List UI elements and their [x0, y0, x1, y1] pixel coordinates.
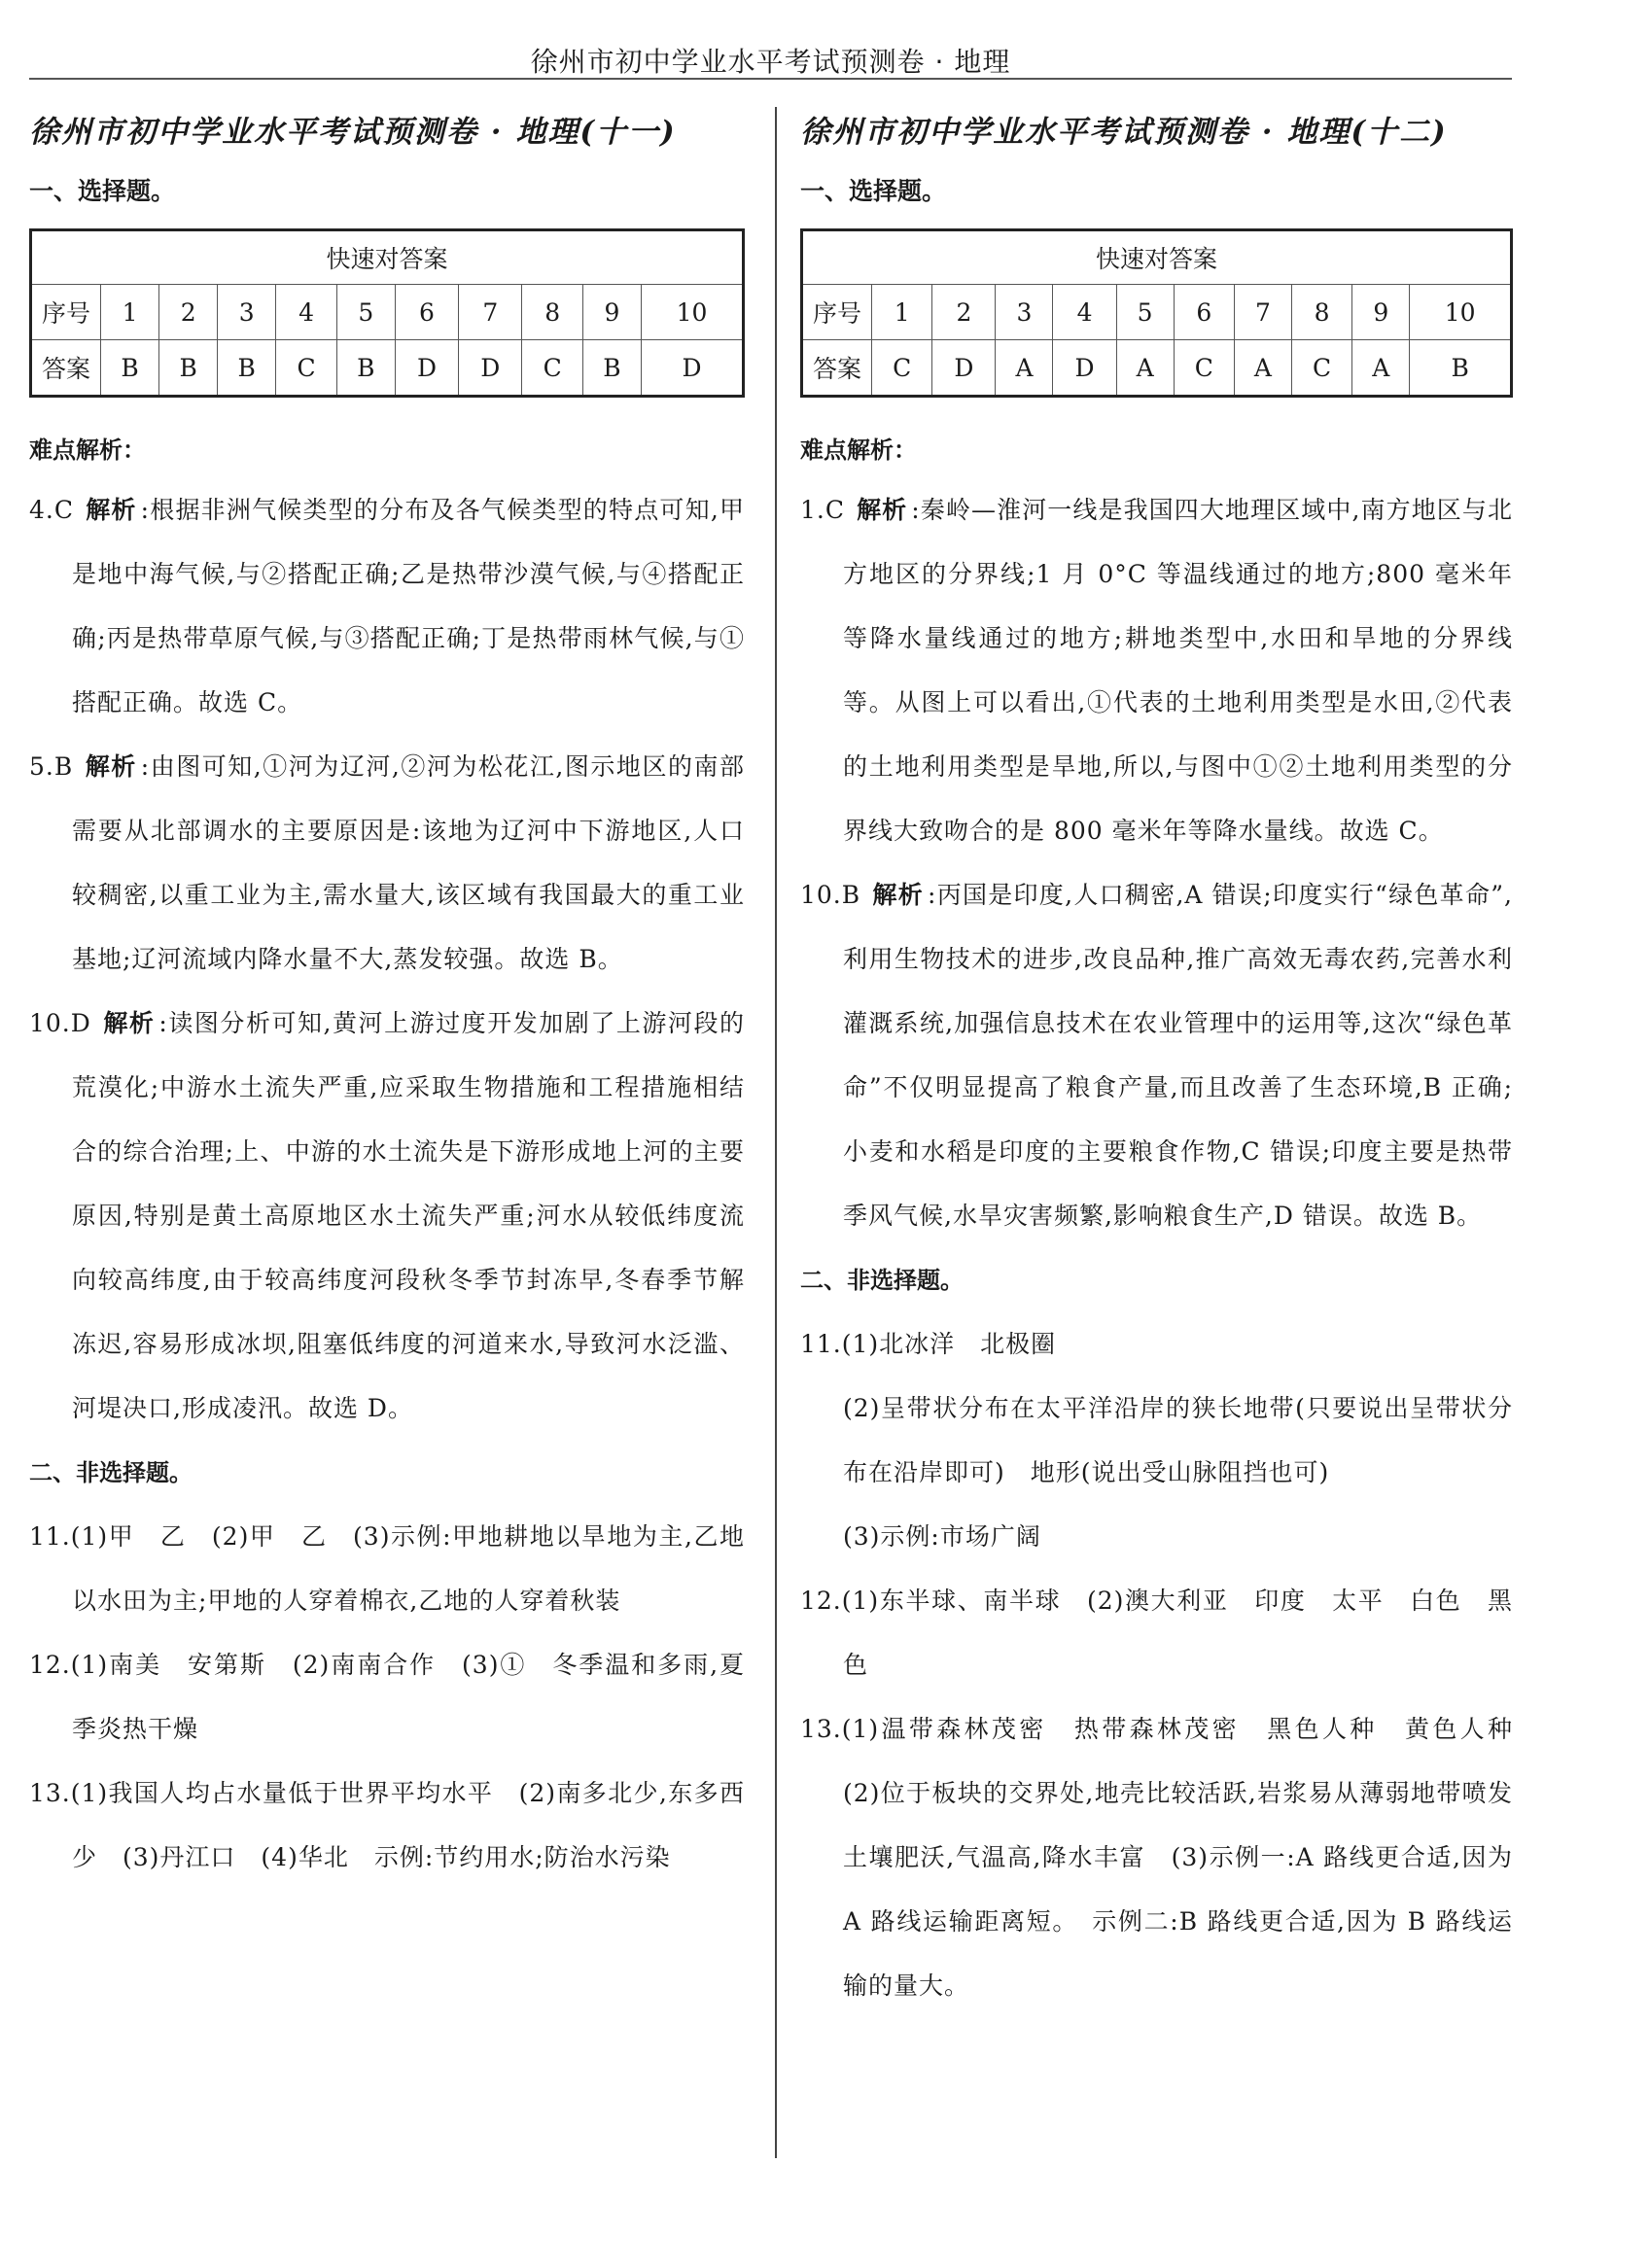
- table-cell: 2: [159, 285, 218, 340]
- section-nonchoice-heading: 二、非选择题。: [800, 1267, 964, 1294]
- answer-table: [800, 228, 1513, 398]
- item-text: (1)北冰洋 北极圈: [841, 1330, 1057, 1358]
- item-number: 10.B: [800, 881, 861, 909]
- item-number: 13.: [29, 1779, 71, 1807]
- item-number: 4.C: [29, 496, 74, 524]
- table-cell: A: [996, 340, 1053, 397]
- item-text: :读图分析可知,黄河上游过度开发加剧了上游河段的荒漠化;中游水土流失严重,应采取生物措施和工程措施相结合的综合治理;上、中游的水土流失是下游形成地上河的主要原因,特别是黄土高原地区水土流失严重;河水从较低纬度流向较高纬度,由于较高纬度河段秋冬季节封冻早,冬春季节解冻迟,容易形成冰坝,阻塞低纬度的河道来水,导致河水泛滥、河堤决口,形成凌汛。故选 D。: [72, 1009, 745, 1422]
- item-keyword: 解析: [872, 881, 924, 909]
- table-caption: 快速对答案: [31, 230, 744, 285]
- analysis-item: [29, 478, 745, 735]
- table-cell: 4: [276, 285, 336, 340]
- item-keyword: 解析: [102, 1009, 156, 1037]
- table-cell: D: [641, 340, 743, 397]
- item-text: (1)甲 乙 (2)甲 乙 (3)示例:甲地耕地以旱地为主,乙地以水田为主;甲地的人穿着棉衣,乙地的人穿着秋装: [70, 1522, 745, 1615]
- table-cell: B: [582, 340, 641, 397]
- table-cell: 6: [395, 285, 458, 340]
- table-cell: 8: [1291, 285, 1351, 340]
- table-cell: 7: [1234, 285, 1291, 340]
- table-cell: 9: [1352, 285, 1410, 340]
- table-cell: C: [1174, 340, 1234, 397]
- answer-item: [29, 1633, 745, 1762]
- table-cell: B: [1410, 340, 1512, 397]
- table-cell: 9: [582, 285, 641, 340]
- page-header: 徐州市初中学业水平考试预测卷 · 地理: [530, 46, 1011, 78]
- table-cell: A: [1116, 340, 1174, 397]
- analysis-item: [29, 992, 745, 1441]
- item-number: 12.: [29, 1651, 71, 1679]
- table-cell: 10: [1410, 285, 1512, 340]
- table-cell: 4: [1053, 285, 1116, 340]
- item-text: (1)东半球、南半球 (2)澳大利亚 印度 太平 白色 黑色: [841, 1587, 1513, 1679]
- table-cell: 3: [996, 285, 1053, 340]
- section-nonchoice-heading: 二、非选择题。: [29, 1459, 193, 1486]
- table-row-numbers: [802, 285, 1512, 340]
- table-cell: 2: [932, 285, 996, 340]
- right-column: [800, 107, 1539, 2018]
- answer-table: [29, 228, 745, 398]
- row-label: 序号: [802, 285, 872, 340]
- item-number: 11.: [800, 1330, 842, 1358]
- table-row-numbers: [31, 285, 744, 340]
- item-number: 1.C: [800, 496, 845, 524]
- table-cell: 1: [872, 285, 932, 340]
- table-cell: D: [395, 340, 458, 397]
- answer-item: [29, 1762, 745, 1890]
- table-cell: B: [159, 340, 218, 397]
- answer-item: [800, 1569, 1513, 1697]
- table-cell: B: [218, 340, 276, 397]
- item-text: (1)南美 安第斯 (2)南南合作 (3)① 冬季温和多雨,夏季炎热干燥: [70, 1651, 745, 1743]
- item-number: 12.: [800, 1587, 842, 1615]
- item-keyword: 解析: [856, 496, 908, 524]
- table-cell: 3: [218, 285, 276, 340]
- table-cell: C: [276, 340, 336, 397]
- column-divider: [775, 107, 777, 2158]
- item-text: :根据非洲气候类型的分布及各气候类型的特点可知,甲是地中海气候,与②搭配正确;乙是热带沙漠气候,与④搭配正确;丙是热带草原气候,与③搭配正确;丁是热带雨林气候,与①搭配正确。故选 C。: [72, 496, 745, 716]
- item-keyword: 解析: [85, 752, 137, 781]
- table-row-answers: [31, 340, 744, 397]
- section-choice-heading: 一、选择题。: [800, 177, 947, 205]
- analysis-item: [29, 735, 745, 992]
- item-number: 13.: [800, 1715, 842, 1743]
- table-cell: 5: [336, 285, 395, 340]
- table-cell: 7: [459, 285, 522, 340]
- item-text: :丙国是印度,人口稠密,A 错误;印度实行“绿色革命”,利用生物技术的进步,改良品种,推广高效无毒农药,完善水利灌溉系统,加强信息技术在农业管理中的运用等,这次“绿色革命”不仅明显提高了粮食产量,而且改善了生态环境,B 正确;小麦和水稻是印度的主要粮食作物,C 错误;印度主要是热带季风气候,水旱灾害频繁,影响粮食生产,D 错误。故选 B。: [843, 881, 1513, 1230]
- row-label: 答案: [802, 340, 872, 397]
- table-cell: D: [932, 340, 996, 397]
- answer-subline: (2)呈带状分布在太平洋沿岸的狭长地带(只要说出呈带状分布在沿岸即可) 地形(说出受山脉阻挡也可): [843, 1394, 1513, 1486]
- table-cell: D: [459, 340, 522, 397]
- paper-title-11: 徐州市初中学业水平考试预测卷 · 地理(十一): [29, 115, 677, 150]
- item-text: :秦岭—淮河一线是我国四大地理区域中,南方地区与北方地区的分界线;1 月 0°C 等温线通过的地方;800 毫米年等降水量线通过的地方;耕地类型中,水田和旱地的分界线等。从图上可以看出,①代表的土地利用类型是水田,②代表的土地利用类型是旱地,所以,与图中①②土地利用类型的分界线大致吻合的是 800 毫米年等降水量线。故选 C。: [843, 496, 1513, 845]
- answer-item: [29, 1505, 745, 1633]
- analysis-heading: 难点解析：: [800, 436, 917, 464]
- left-column: [29, 107, 745, 1890]
- item-text: (1)温带森林茂密 热带森林茂密 黑色人种 黄色人种 (2)位于板块的交界处,地壳比较活跃,岩浆易从薄弱地带喷发 土壤肥沃,气温高,降水丰富 (3)示例一:A 路线更合适,因为 A 路线运输距离短。 示例二:B 路线更合适,因为 B 路线运输的量大。: [841, 1715, 1539, 2000]
- row-label: 序号: [31, 285, 101, 340]
- table-cell: 1: [101, 285, 159, 340]
- item-number: 5.B: [29, 752, 74, 781]
- item-number: 10.D: [29, 1009, 91, 1037]
- table-cell: C: [872, 340, 932, 397]
- section-choice-heading: 一、选择题。: [29, 177, 176, 205]
- table-cell: 8: [522, 285, 582, 340]
- table-caption: 快速对答案: [802, 230, 1512, 285]
- analysis-item: [800, 478, 1513, 863]
- table-cell: A: [1234, 340, 1291, 397]
- row-label: 答案: [31, 340, 101, 397]
- table-row-answers: [802, 340, 1512, 397]
- table-cell: 10: [641, 285, 743, 340]
- answer-subline: (3)示例:市场广阔: [843, 1522, 1041, 1551]
- item-text: (1)我国人均占水量低于世界平均水平 (2)南多北少,东多西少 (3)丹江口 (4)华北 示例:节约用水;防治水污染: [70, 1779, 745, 1871]
- answer-item: [800, 1697, 1539, 2018]
- item-number: 11.: [29, 1522, 71, 1551]
- table-cell: A: [1352, 340, 1410, 397]
- answer-item: [800, 1312, 1513, 1377]
- header-rule: [29, 78, 1512, 80]
- table-cell: B: [101, 340, 159, 397]
- table-cell: C: [1291, 340, 1351, 397]
- item-keyword: 解析: [85, 496, 137, 524]
- table-cell: 5: [1116, 285, 1174, 340]
- paper-title-12: 徐州市初中学业水平考试预测卷 · 地理(十二): [800, 115, 1448, 150]
- item-text: :由图可知,①河为辽河,②河为松花江,图示地区的南部需要从北部调水的主要原因是:该地为辽河中下游地区,人口较稠密,以重工业为主,需水量大,该区域有我国最大的重工业基地;辽河流域内降水量不大,蒸发较强。故选 B。: [72, 752, 745, 973]
- table-cell: 6: [1174, 285, 1234, 340]
- table-cell: D: [1053, 340, 1116, 397]
- analysis-heading: 难点解析：: [29, 436, 146, 464]
- table-cell: C: [522, 340, 582, 397]
- table-cell: B: [336, 340, 395, 397]
- analysis-item: [800, 863, 1513, 1248]
